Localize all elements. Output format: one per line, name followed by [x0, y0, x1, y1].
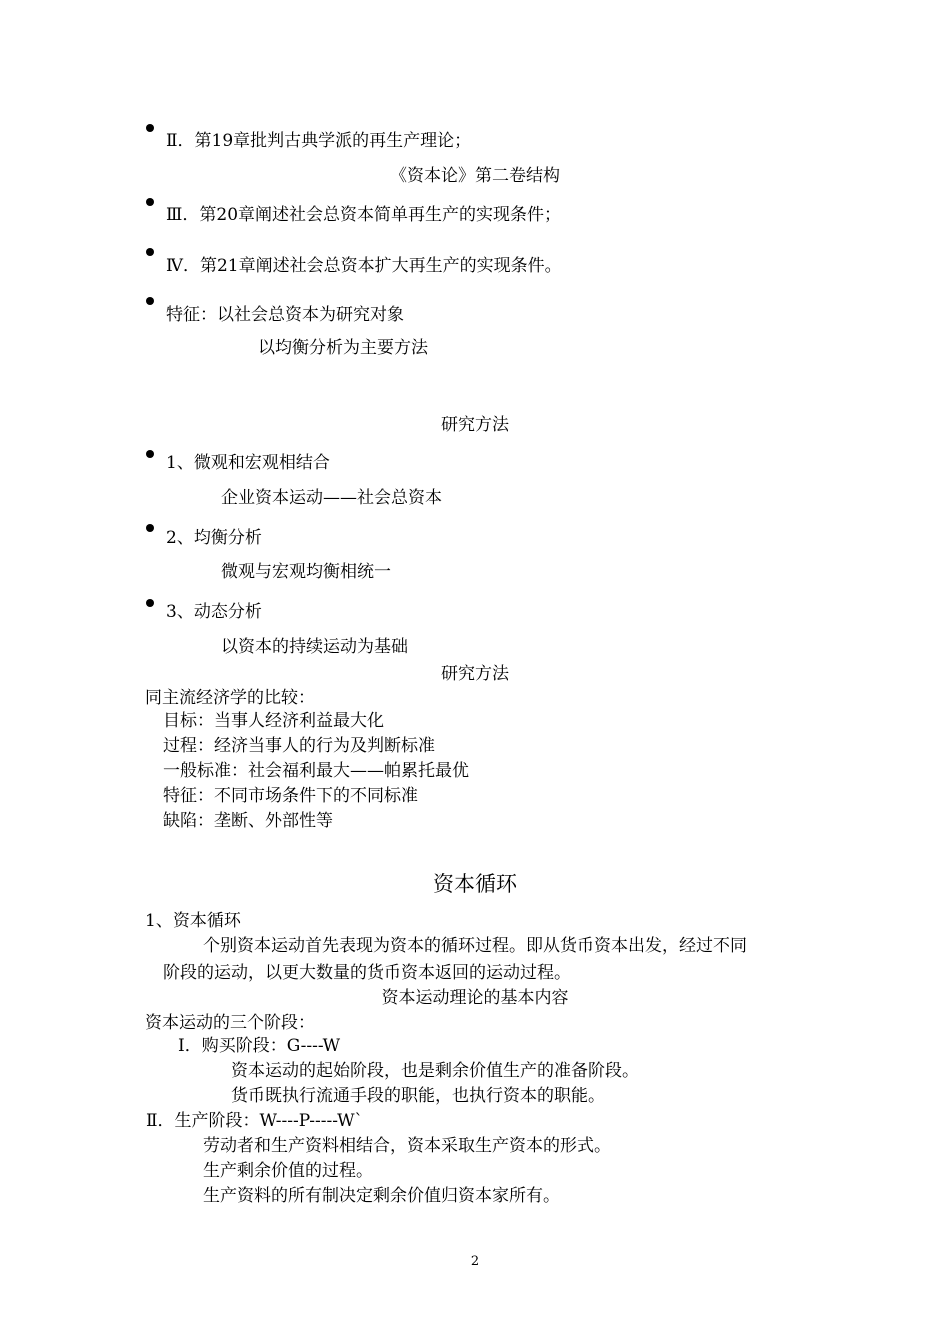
- stage-1-label: Ⅰ．购买阶段：G----W: [178, 1036, 341, 1056]
- comparison-line: 目标：当事人经济利益最大化: [163, 711, 384, 731]
- stage-2-line: 生产资料的所有制决定剩余价值归资本家所有。: [203, 1186, 560, 1206]
- feature-continuation: 以均衡分析为主要方法: [258, 338, 428, 358]
- structure-heading: 《资本论》第二卷结构: [390, 166, 560, 186]
- comparison-line: 一般标准：社会福利最大——帕累托最优: [163, 761, 469, 781]
- stage-2-line: 劳动者和生产资料相结合，资本采取生产资本的形式。: [203, 1136, 611, 1156]
- comparison-line: 过程：经济当事人的行为及判断标准: [163, 736, 435, 756]
- method-heading-2: 研究方法: [441, 664, 509, 684]
- circulation-title: 资本循环: [433, 872, 517, 896]
- method-item-2-label: 2、均衡分析: [166, 528, 262, 548]
- structure-item-2: Ⅱ．第19章批判古典学派的再生产理论；: [166, 131, 472, 151]
- comparison-intro: 同主流经济学的比较：: [145, 688, 315, 708]
- stage-1-line: 资本运动的起始阶段，也是剩余价值生产的准备阶段。: [231, 1061, 639, 1081]
- stage-2-line: 生产剩余价值的过程。: [203, 1161, 373, 1181]
- method-item-3-label: 3、动态分析: [166, 602, 262, 622]
- method-item-3-detail: 以资本的持续运动为基础: [221, 637, 408, 657]
- comparison-line: 特征：不同市场条件下的不同标准: [163, 786, 418, 806]
- circulation-paragraph-line2: 阶段的运动，以更大数量的货币资本返回的运动过程。: [163, 963, 571, 983]
- circulation-subheading: 1、资本循环: [145, 911, 241, 931]
- bullet-dot: [146, 450, 154, 458]
- method-item-2-detail: 微观与宏观均衡相统一: [221, 562, 391, 582]
- bullet-dot: [146, 124, 154, 132]
- method-item-1-detail: 企业资本运动——社会总资本: [221, 488, 442, 508]
- page-number: 2: [470, 1254, 480, 1269]
- bullet-dot: [146, 599, 154, 607]
- stages-intro: 资本运动的三个阶段：: [145, 1013, 315, 1033]
- bullet-dot: [146, 248, 154, 256]
- stage-2-label: Ⅱ．生产阶段：W----P-----W`: [146, 1111, 364, 1131]
- bullet-dot: [146, 198, 154, 206]
- structure-item-3: Ⅲ．第20章阐述社会总资本简单再生产的实现条件；: [166, 205, 562, 225]
- comparison-line: 缺陷：垄断、外部性等: [163, 811, 333, 831]
- method-item-1-label: 1、微观和宏观相结合: [166, 453, 330, 473]
- circulation-paragraph-line1: 个别资本运动首先表现为资本的循环过程。即从货币资本出发，经过不同: [203, 936, 747, 956]
- bullet-dot: [146, 297, 154, 305]
- stage-1-line: 货币既执行流通手段的职能，也执行资本的职能。: [231, 1086, 605, 1106]
- basic-content-heading: 资本运动理论的基本内容: [381, 988, 569, 1008]
- method-heading: 研究方法: [441, 415, 509, 435]
- bullet-dot: [146, 524, 154, 532]
- structure-item-4: Ⅳ．第21章阐述社会总资本扩大再生产的实现条件。: [166, 256, 562, 276]
- feature-item: 特征：以社会总资本为研究对象: [166, 305, 404, 325]
